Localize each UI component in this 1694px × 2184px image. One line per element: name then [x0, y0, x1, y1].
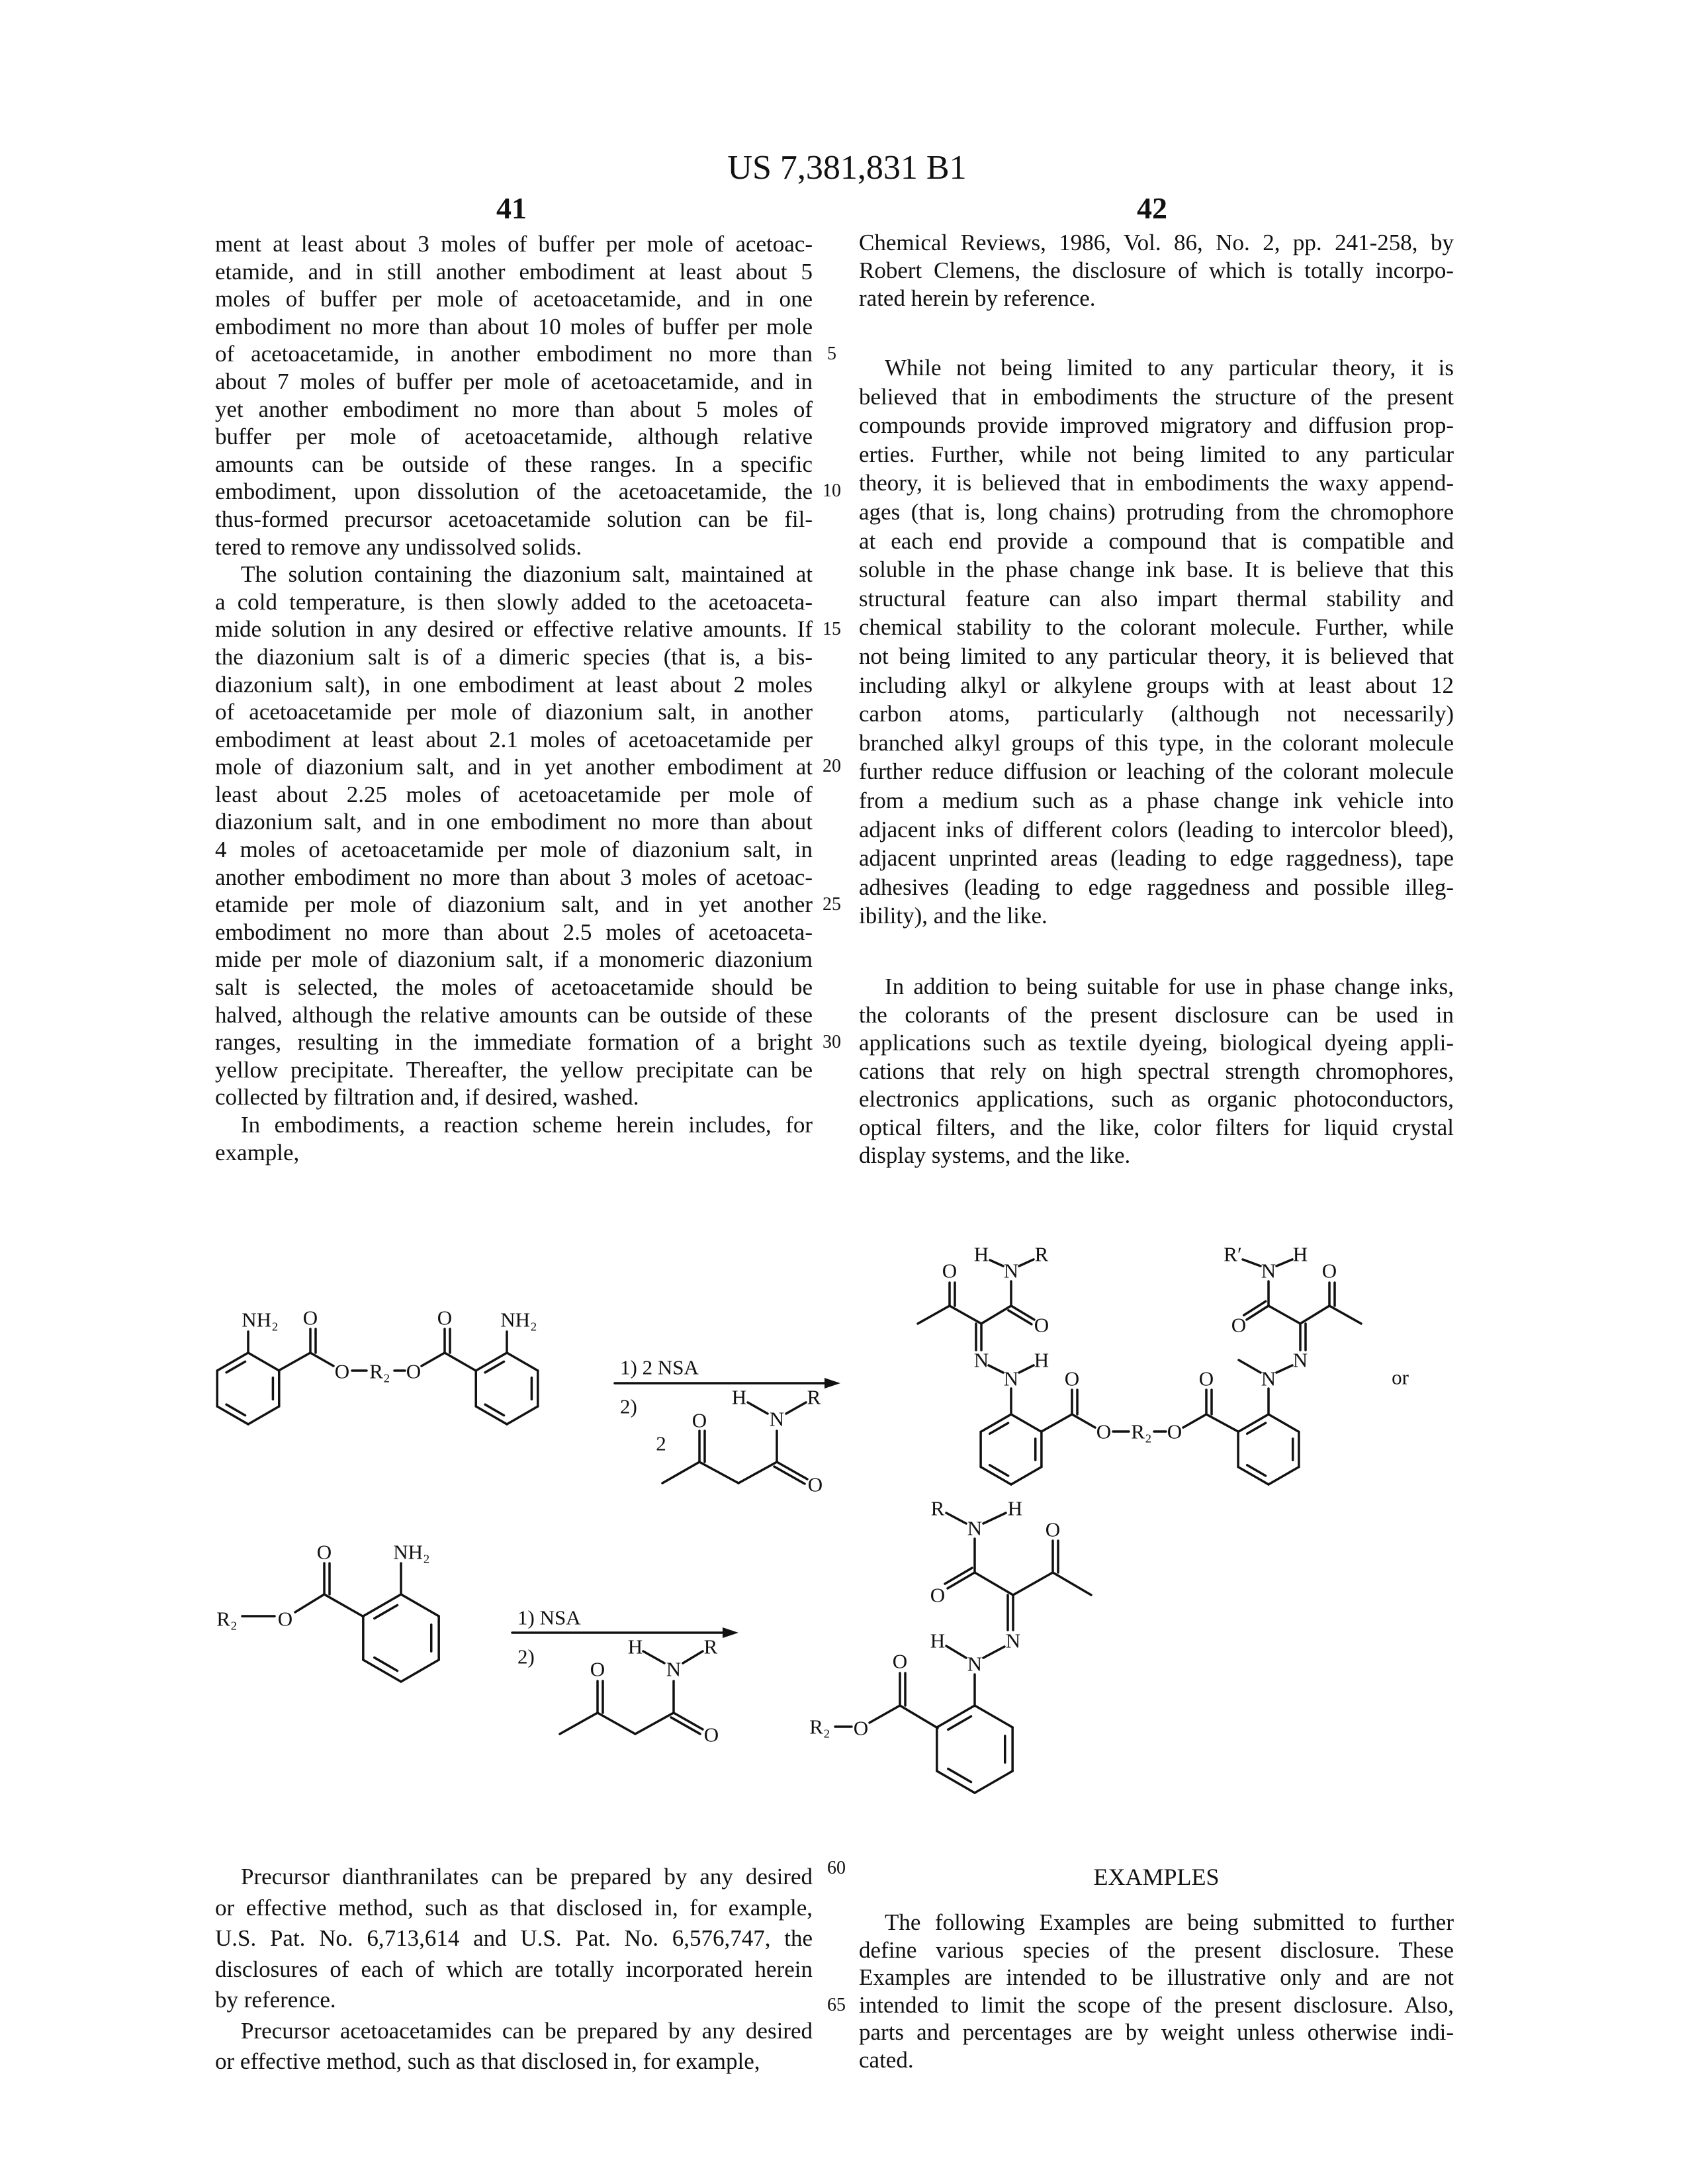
text-line: of acetoacetamide, in another embodiment no more than [215, 340, 813, 368]
benzene-ring-bond [1011, 1414, 1042, 1432]
reagent-label: 2) [620, 1395, 637, 1418]
bond [983, 1647, 1004, 1658]
text-line: carbon atoms, particularly (although not necessarily) [859, 700, 1454, 729]
bond [1042, 1414, 1072, 1432]
atom-label: H [1293, 1243, 1308, 1266]
atom-label: N [666, 1658, 681, 1681]
text-line: example, [215, 1139, 813, 1167]
atom-label: N [1261, 1367, 1276, 1390]
text-line: parts and percentages are by weight unless otherwise indi- [859, 2019, 1454, 2046]
arrowhead-icon [723, 1627, 738, 1638]
bond [748, 1402, 768, 1414]
text-line: embodiment at least about 2.1 moles of acetoacetamide per [215, 726, 813, 754]
bond [1206, 1414, 1238, 1432]
text-line: amounts can be outside of these ranges. In a specific [215, 451, 813, 478]
text-line: diazonium salt, and in one embodiment no more than about [215, 808, 813, 836]
atom-label: O [1046, 1518, 1060, 1541]
text-line: ages (that is, long chains) protruding from the chromophore [859, 498, 1454, 527]
text-line: collected by filtration and, if desired, washed. [215, 1083, 813, 1111]
text-line: yellow precipitate. Thereafter, the yellow precipitate can be [215, 1056, 813, 1084]
atom-label: O [1322, 1259, 1337, 1283]
line-number: 20 [812, 756, 852, 776]
bond [918, 1306, 950, 1324]
text-line: adjacent unprinted areas (leading to edge raggedness), tape [859, 844, 1454, 873]
examples-heading: EXAMPLES [859, 1862, 1454, 1892]
bond [560, 1713, 598, 1734]
text-line: rated herein by reference. [859, 285, 1454, 312]
text-line: salt is selected, the moles of acetoacetamide should be [215, 974, 813, 1001]
text-line: of acetoacetamide per mole of diazonium salt, in another [215, 698, 813, 726]
text-line: branched alkyl groups of this type, in the colorant molecule [859, 729, 1454, 758]
atom-label: O [1231, 1314, 1246, 1337]
text-line: buffer per mole of acetoacetamide, although relative [215, 423, 813, 451]
bond [1300, 1306, 1329, 1324]
text-line: adhesives (leading to edge raggedness and possible illeg- [859, 873, 1454, 902]
bond [699, 1462, 738, 1483]
bond [1276, 1259, 1292, 1266]
bond [1183, 1414, 1206, 1428]
bond [1276, 1365, 1292, 1373]
text-line: erties. Further, while not being limited to any particular [859, 440, 1454, 469]
atom-label: O [335, 1360, 349, 1383]
text-line: at each end provide a compound that is compatible and [859, 527, 1454, 556]
text-line: In addition to being suitable for use in phase change inks, [859, 973, 1454, 1001]
text-line: disclosures of each of which are totally incorporated herein [215, 1954, 813, 1985]
line-number: 65 [817, 1995, 856, 2015]
bond [738, 1462, 777, 1483]
atom-label: NH₂ [393, 1541, 430, 1564]
text-line: 4 moles of acetoacetamide per mole of diazonium salt, in [215, 836, 813, 864]
text-line: not being limited to any particular theory, it is believed that [859, 642, 1454, 671]
atom-label: O [303, 1306, 318, 1330]
atom-label: O [1065, 1367, 1079, 1390]
atom-label: H [1034, 1349, 1049, 1372]
bond [310, 1353, 334, 1366]
bond [946, 1513, 966, 1524]
bond [1243, 1259, 1261, 1266]
text-line: etamide, and in still another embodiment at least about 5 [215, 258, 813, 286]
text-line: ranges, resulting in the immediate formation of a bright [215, 1028, 813, 1056]
text-line: thus-formed precursor acetoacetamide solution can be fil- [215, 506, 813, 533]
text-line: electronics applications, such as organic photoconductors, [859, 1085, 1454, 1114]
atom-label: O [1034, 1314, 1049, 1337]
atom-label: R₂ [809, 1715, 830, 1739]
reagent-label: 1) 2 NSA [620, 1356, 699, 1379]
bond [1269, 1306, 1300, 1324]
atom-label: H [974, 1243, 989, 1266]
benzene-ring-bond [975, 1771, 1012, 1793]
atom-label: R₂ [216, 1608, 237, 1631]
bond [662, 1462, 699, 1483]
text-line: Precursor dianthranilates can be prepared by any desired [215, 1862, 813, 1893]
text-line: embodiment, upon dissolution of the acetoacetamide, the [215, 478, 813, 506]
text-line: moles of buffer per mole of acetoacetamide, and in one [215, 285, 813, 313]
atom-label: 2 [656, 1432, 666, 1455]
bond [950, 1306, 981, 1324]
atom-label: H [1008, 1497, 1022, 1520]
text-line: the diazonium salt is of a dimeric species (that is, a bis- [215, 643, 813, 671]
benzene-ring-bond [975, 1706, 1012, 1727]
patent-page [0, 0, 1694, 2184]
text-line: or effective method, such as that disclosed in, for example, [215, 2046, 813, 2077]
bond [1239, 1360, 1261, 1373]
atom-label: N [770, 1408, 784, 1431]
atom-label: R₂ [1131, 1420, 1151, 1443]
text-line: least about 2.25 moles of acetoacetamide per mole of [215, 781, 813, 809]
atom-label: N [974, 1349, 989, 1372]
text-line: mide per mole of diazonium salt, if a monomeric diazonium [215, 946, 813, 974]
bond [1329, 1306, 1361, 1324]
bond [295, 1594, 324, 1612]
text-line: or effective method, such as that disclosed in, for example, [215, 1893, 813, 1924]
benzene-ring-bond [1269, 1414, 1299, 1432]
atom-label: O [942, 1259, 957, 1283]
text-line: yet another embodiment no more than about 5 moles of [215, 396, 813, 424]
bond [445, 1353, 476, 1371]
bond [1013, 1572, 1053, 1595]
atom-label: NH₂ [500, 1308, 537, 1332]
bond [946, 1646, 966, 1658]
text-line: chemical stability to the colorant molecule. Further, while [859, 613, 1454, 642]
atom-label: O [437, 1306, 452, 1330]
bond [1072, 1414, 1095, 1428]
atom-label: N [1004, 1259, 1018, 1283]
text-line: compounds provide improved migratory and diffusion prop- [859, 411, 1454, 440]
atom-label: N [1261, 1259, 1276, 1283]
reagent-label: 1) NSA [517, 1606, 581, 1629]
text-line: tered to remove any undissolved solids. [215, 533, 813, 561]
text-line: ibility), and the like. [859, 901, 1454, 931]
text-line: diazonium salt), in one embodiment at least about 2 moles [215, 671, 813, 699]
bond [643, 1651, 664, 1663]
atom-label: N [1004, 1367, 1018, 1390]
text-line: Chemical Reviews, 1986, Vol. 86, No. 2, pp. 241-258, by [859, 229, 1454, 257]
atom-label: O [1167, 1420, 1182, 1443]
text-line: The solution containing the diazonium salt, maintained at [215, 561, 813, 588]
atom-label: O [590, 1658, 605, 1681]
text-line: intended to limit the scope of the present disclosure. Also, [859, 1991, 1454, 2019]
text-line: define various species of the present disclosure. These [859, 1936, 1454, 1964]
bond [279, 1353, 310, 1371]
atom-label: N [967, 1653, 982, 1676]
benzene-ring-bond [401, 1594, 439, 1616]
bond [683, 1651, 703, 1663]
bond [635, 1713, 674, 1734]
atom-label: R [931, 1497, 945, 1520]
text-line: While not being limited to any particular theory, it is [859, 353, 1454, 383]
atom-label: H [930, 1629, 945, 1653]
benzene-ring-bond [1011, 1467, 1042, 1485]
text-line: Precursor acetoacetamides can be prepared by any desired [215, 2016, 813, 2047]
atom-label: O [406, 1360, 421, 1383]
text-line: halved, although the relative amounts can be outside of these [215, 1001, 813, 1029]
text-line: mide solution in any desired or effective relative amounts. If [215, 615, 813, 643]
atom-label: O [854, 1717, 868, 1740]
atom-label: R [807, 1386, 821, 1409]
bond [983, 1513, 1006, 1524]
bond [1019, 1365, 1034, 1373]
atom-label: O [1096, 1420, 1111, 1443]
left-column-number: 41 [445, 190, 578, 227]
text-line: optical filters, and the like, color filters for liquid crystal [859, 1114, 1454, 1142]
line-number: 15 [812, 619, 852, 639]
text-line: Examples are intended to be illustrative only and are not [859, 1964, 1454, 1991]
benzene-ring-bond [401, 1660, 439, 1682]
text-line: applications such as textile dyeing, biological dyeing appli- [859, 1029, 1454, 1058]
bond [975, 1572, 1013, 1595]
benzene-ring-bond [507, 1406, 538, 1424]
atom-label: O [704, 1723, 719, 1747]
atom-label: R [704, 1635, 718, 1659]
text-line: structural feature can also impart thermal stability and [859, 584, 1454, 614]
bond [990, 1260, 1003, 1266]
text-line: display systems, and the like. [859, 1142, 1454, 1170]
text-line: theory, it is believed that in embodiments the waxy append- [859, 469, 1454, 498]
patent-number: US 7,381,831 B1 [0, 147, 1694, 189]
atom-label: O [317, 1541, 332, 1564]
bond [900, 1706, 938, 1728]
benzene-ring-bond [1269, 1467, 1299, 1485]
atom-label: N [967, 1517, 982, 1540]
line-number: 25 [812, 895, 852, 915]
text-line: etamide per mole of diazonium salt, and in yet another [215, 891, 813, 919]
benzene-ring-bond [507, 1353, 538, 1371]
atom-label: R [1035, 1243, 1049, 1266]
bond [786, 1402, 806, 1414]
bond [1053, 1572, 1091, 1595]
atom-label: or [1392, 1366, 1409, 1389]
text-line: the colorants of the present disclosure can be used in [859, 1001, 1454, 1030]
bond [422, 1353, 445, 1366]
bond [1247, 1306, 1269, 1320]
text-line: ment at least about 3 moles of buffer per mole of acetoac- [215, 230, 813, 258]
bond [869, 1706, 900, 1723]
benzene-ring-bond [248, 1406, 279, 1424]
reaction-scheme [0, 0, 1694, 2184]
text-line: cated. [859, 2046, 1454, 2074]
text-line: including alkyl or alkylene groups with at least about 12 [859, 671, 1454, 700]
text-line: U.S. Pat. No. 6,713,614 and U.S. Pat. No. 6,576,747, the [215, 1923, 813, 1954]
text-line: mole of diazonium salt, and in yet another embodiment at [215, 753, 813, 781]
text-line: Robert Clemens, the disclosure of which is totally incorpo- [859, 257, 1454, 285]
atom-label: H [628, 1635, 643, 1659]
text-line: cations that rely on high spectral strength chromophores, [859, 1058, 1454, 1086]
atom-label: O [278, 1608, 292, 1631]
bond [1019, 1259, 1034, 1266]
arrowhead-icon [825, 1378, 840, 1388]
text-line: adjacent inks of different colors (leading to intercolor bleed), [859, 815, 1454, 844]
atom-label: O [808, 1473, 823, 1496]
atom-label: N [1293, 1349, 1308, 1372]
bond [598, 1713, 635, 1734]
text-line: embodiment no more than about 2.5 moles of acetoaceta- [215, 919, 813, 946]
atom-label: O [893, 1650, 907, 1673]
text-line: another embodiment no more than about 3 moles of acetoac- [215, 864, 813, 891]
atom-label: H [732, 1386, 746, 1409]
reagent-label: 2) [517, 1645, 535, 1668]
double-bond [1244, 1301, 1266, 1315]
text-line: soluble in the phase change ink base. It is believe that this [859, 555, 1454, 584]
atom-label: O [930, 1584, 945, 1607]
text-line: embodiment no more than about 10 moles of buffer per mole [215, 313, 813, 341]
line-number: 5 [812, 344, 852, 364]
right-column-number: 42 [1086, 190, 1218, 227]
atom-label: O [692, 1409, 707, 1432]
text-line: believed that in embodiments the structure of the present [859, 383, 1454, 412]
bond [981, 1306, 1011, 1324]
benzene-ring-bond [248, 1353, 279, 1371]
atom-label: R₂ [369, 1360, 390, 1383]
line-number: 10 [812, 481, 852, 501]
line-number: 60 [817, 1858, 856, 1878]
line-number: 30 [812, 1032, 852, 1052]
text-line: further reduce diffusion or leaching of the colorant molecule [859, 757, 1454, 786]
atom-label: O [1199, 1367, 1214, 1390]
atom-label: N [1006, 1629, 1020, 1653]
atom-label: R′ [1224, 1243, 1241, 1266]
bond [989, 1365, 1003, 1373]
text-line: from a medium such as a phase change ink vehicle into [859, 786, 1454, 815]
text-line: The following Examples are being submitted to further [859, 1909, 1454, 1936]
atom-label: NH₂ [242, 1308, 279, 1332]
text-line: about 7 moles of buffer per mole of acetoacetamide, and in [215, 368, 813, 396]
text-line: by reference. [215, 1985, 813, 2016]
text-line: a cold temperature, is then slowly added to the acetoaceta- [215, 588, 813, 616]
text-line: In embodiments, a reaction scheme herein includes, for [215, 1111, 813, 1139]
bond [324, 1594, 363, 1616]
